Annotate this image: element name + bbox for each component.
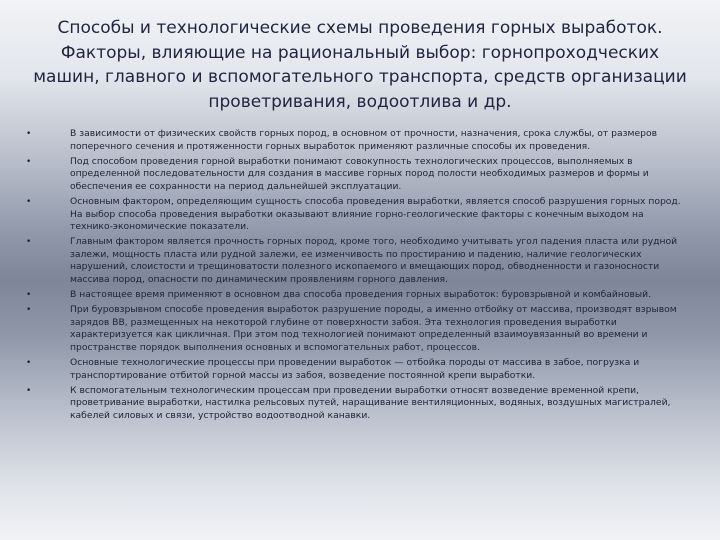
list-item xyxy=(26,357,688,382)
list-item xyxy=(26,128,688,153)
title-line: Факторы, влияющие на рациональный выбор: горнопроходческих xyxy=(60,42,660,63)
bullet-icon: • xyxy=(26,196,32,207)
list-item xyxy=(26,304,688,354)
list-item-text: Главным фактором является прочность горных пород, кроме того, необходимо учитывать угол падения пласта или рудной залежи, мощность пласта или рудной залежи, ее изменчивость по простиранию и падению, наличие геологических нарушений, слоистости и трещиноватости полезного ископаемого и вмещающих пород, обводненности и газоносности массива пород, опасности по динамическим проявлениям горного давления. xyxy=(70,236,678,286)
title-line: проветривания, водоотлива и др. xyxy=(208,91,512,112)
list-item-text: В зависимости от физических свойств горных пород, в основном от прочности, назначения, срока службы, от размеров поперечного сечения и протяженности горных выработок применяют различные способы их проведения. xyxy=(70,128,657,152)
list-item xyxy=(26,156,688,194)
bullet-icon: • xyxy=(26,385,32,396)
slide-title xyxy=(20,16,700,114)
title-line: Способы и технологические схемы проведения горных выработок. xyxy=(57,18,663,38)
list-item-text: При буровзрывном способе проведения выработок разрушение породы, а именно отбойку от массива, производят взрывом зарядов ВВ, размещенных на некоторой глубине от поверхности забоя. Эта технология проведения выработки характеризуется как цикличная. При этом под технологией понимают определенный взаимоувязанный во времени и пространстве порядок выполнения основных и вспомогательных работ, процессов. xyxy=(70,304,677,353)
bullet-icon: • xyxy=(26,156,32,167)
list-item-text: В настоящее время применяют в основном два способа проведения горных выработок: буровзрывной и комбайновый. xyxy=(70,289,652,301)
bullet-icon: • xyxy=(26,129,32,139)
title-line: машин, главного и вспомогательного транспорта, средств организации xyxy=(33,67,687,87)
list-item-text: К вспомогательным технологическим процессам при проведении выработки относят возведение временной крепи, проветривание выработки, настилка рельсовых путей, наращивание вентиляционных, водяных, воздушных магистралей, кабелей силовых и связи, устройство водоотводной канавки. xyxy=(70,384,671,421)
list-item xyxy=(26,196,688,234)
list-item xyxy=(26,236,688,286)
bullet-icon: • xyxy=(26,290,32,301)
list-item-text: Основным фактором, определяющим сущность способа проведения выработки, является способ разрушения горных пород. На выбор способа проведения выработки оказывают влияние горно-геологические факторы с конечным выходом на технико-экономические показатели. xyxy=(70,195,681,233)
list-item xyxy=(26,385,688,423)
bullet-list xyxy=(26,128,688,425)
list-item-text: Основные технологические процессы при проведении выработок — отбойка породы от массива в забое, погрузка и транспортирование отбитой горной массы из забоя, возведение постоянной крепи выработки. xyxy=(70,357,640,381)
bullet-icon: • xyxy=(26,237,32,248)
list-item-text: Под способом проведения горной выработки понимают совокупность технологических процессов, выполняемых в определенной последовательности для создания в массиве горных пород полости необходимых размеров и формы и обеспечения ее сохранности на период дальнейшей эксплуатации. xyxy=(70,155,649,192)
list-item xyxy=(26,289,688,302)
bullet-icon: • xyxy=(26,305,32,316)
bullet-icon: • xyxy=(26,358,32,369)
